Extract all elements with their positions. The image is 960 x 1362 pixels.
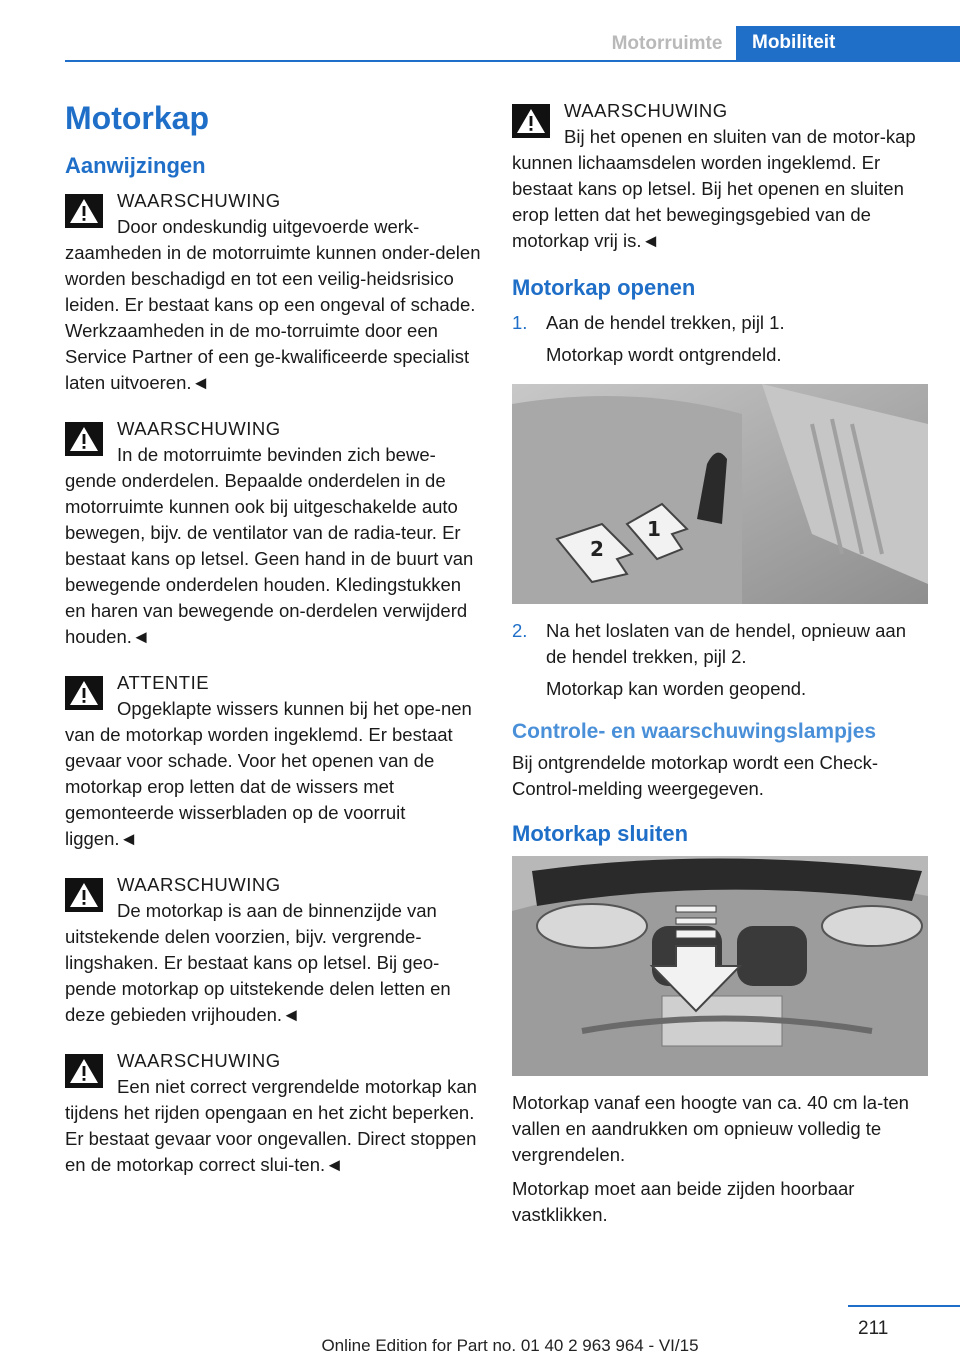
warning-triangle-icon [512,104,550,138]
close-instruction-text: Motorkap vanaf een hoogte van ca. 40 cm la-ten vallen en aandrukken om opnieuw volledig te vergrendelen. [512,1092,909,1165]
control-text: Bij ontgrendelde motorkap wordt een Check-Control-melding weergegeven. [512,752,879,799]
section-title-open: Motorkap openen [512,275,696,300]
section-title-control: Controle- en waarschuwingslampjes [512,720,877,743]
step-text: Na het loslaten van de hendel, opnieuw aan de hendel trekken, pijl 2. [546,620,906,667]
warning-text: Opgeklapte wissers kunnen bij het ope-nen van de motorkap worden ingeklemd. Er bestaat gevaar voor schade. Voor het openen van de motorkap erop letten dat de wissers met gemonteerde wisserbladen op de voorruit liggen.◄ [65,698,472,849]
warning-text: Door ondeskundig uitgevoerde werk-zaamheden in de motorruimte kunnen onder-delen worden beschadigd en tot een veilig-heidsrisico leiden. Er bestaat kans op een ongeval of schade. Werkzaamheden in de mo-torruimte door een Service Partner of een ge-kwalificeerde specialist laten uitvoeren.◄ [65,216,481,393]
step-text: Aan de hendel trekken, pijl 1. [546,312,785,333]
warning-title: WAARSCHUWING [564,100,728,121]
step-number: 2. [512,620,528,641]
section-title-close: Motorkap sluiten [512,821,689,846]
left-column [65,98,481,1198]
warning-triangle-icon [65,422,103,456]
close-instruction-text-2: Motorkap moet aan beide zijden hoorbaar vastklikken. [512,1178,855,1225]
warning-text: In de motorruimte bevinden zich bewe-gende onderdelen. Bepaalde onderdelen in de motorruimte kunnen ook bij uitgeschakelde auto bewegen, bijv. de ventilator van de radia-teur. Er bestaat kans op letsel. Geen hand in de buurt van bewegende onderdelen houden. Kledingstukken en haren van bewegende on-derdelen verwijderd houden.◄ [65,444,474,647]
warning-title: WAARSCHUWING [117,418,281,439]
step-item [512,310,930,336]
warning-block [512,98,930,254]
svg-text:1: 1 [647,517,661,541]
footer-edition: Online Edition for Part no. 01 40 2 963 964 - VI/15 [321,1336,699,1355]
step-item [512,618,930,670]
page-number: 211 [858,1318,889,1339]
step-result: Motorkap kan worden geopend. [546,678,807,699]
header-tab-motorruimte[interactable]: Motorruimte [611,33,723,54]
warning-text: Een niet correct vergrendelde motorkap kan tijdens het rijden opengaan en het zicht beperken. Er bestaat gevaar voor ongevallen. Direct stoppen en de motorkap correct slui-ten.◄ [65,1076,477,1175]
warning-block [65,416,481,650]
svg-text:2: 2 [590,537,604,561]
step-result: Motorkap wordt ontgrendeld. [546,344,782,365]
warning-title: WAARSCHUWING [117,874,281,895]
warning-block [65,1048,481,1178]
right-column [512,98,930,1228]
step-number: 1. [512,312,528,333]
warning-triangle-icon [65,878,103,912]
header-tab-mobiliteit[interactable]: Mobiliteit [736,26,960,60]
warning-triangle-icon [65,1054,103,1088]
page-title: Motorkap [65,100,209,136]
warning-title: ATTENTIE [117,672,210,693]
warning-title: WAARSCHUWING [117,1050,281,1071]
warning-block [65,188,481,396]
warning-block [65,872,481,1028]
footer-rule [848,1305,960,1307]
section-title-aanwijzingen: Aanwijzingen [65,153,206,178]
hood-release-lever-figure [512,384,928,604]
header-rule [65,60,960,62]
warning-text: Bij het openen en sluiten van de motor-kap kunnen lichaamsdelen worden ingeklemd. Er bestaat kans op letsel. Bij het openen en sluiten erop letten dat het bewegingsgebied van de motorkap vrij is.◄ [512,126,916,251]
attention-block [65,670,481,852]
warning-triangle-icon [65,676,103,710]
hood-closing-figure [512,856,928,1076]
warning-text: De motorkap is aan de binnenzijde van uitstekende delen voorzien, bijv. vergrende-lingshaken. Er bestaat kans op letsel. Bij geo-pende motorkap op uitstekende delen letten en deze gebieden vrijhouden.◄ [65,900,451,1025]
warning-title: WAARSCHUWING [117,190,281,211]
warning-triangle-icon [65,194,103,228]
